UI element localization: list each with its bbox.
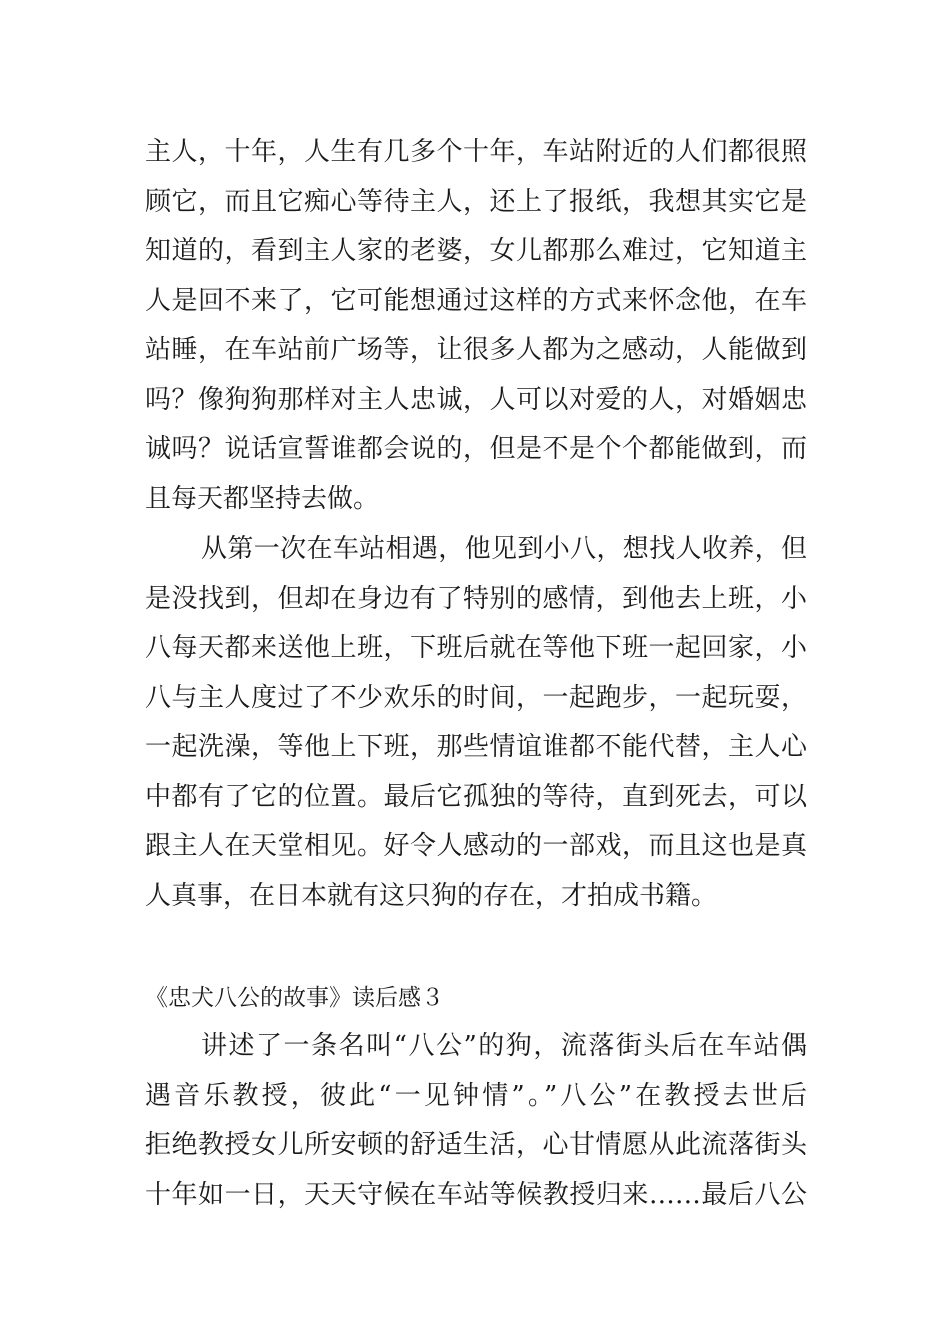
paragraph-line: 讲述了一条名叫“八公”的狗，流落街头后在车站偶 <box>201 1031 807 1061</box>
paragraph-line: 拒绝教授女儿所安顿的舒适生活，心甘情愿从此流落街头 <box>145 1130 807 1160</box>
paragraph-line: 人是回不来了，它可能想通过这样的方式来怀念他，在车 <box>145 285 807 316</box>
paragraph-line: 八每天都来送他上班，下班后就在等他下班一起回家，小 <box>145 633 807 663</box>
paragraph-line: 一起洗澡，等他上下班，那些情谊谁都不能代替，主人心 <box>145 732 807 762</box>
paragraph-line: 诚吗？说话宣誓谁都会说的，但是不是个个都能做到，而 <box>145 434 807 464</box>
paragraph-line: 人真事，在日本就有这只狗的存在，才拍成书籍。 <box>145 880 718 911</box>
paragraph-line: 且每天都坚持去做。 <box>145 483 380 514</box>
paragraph-line: 跟主人在天堂相见。好令人感动的一部戏，而且这也是真 <box>145 831 807 861</box>
paragraph-line: 十年如一日，天天守候在车站等候教授归来……最后八公 <box>145 1179 807 1210</box>
section-heading: 《忠犬八公的故事》读后感３ <box>145 985 444 1011</box>
paragraph-line: 遇音乐教授，彼此“一见钟情”。”八公”在教授去世后 <box>145 1080 807 1111</box>
paragraph-line: 八与主人度过了不少欢乐的时间，一起跑步，一起玩耍， <box>145 682 807 713</box>
paragraph-line: 是没找到，但却在身边有了特别的感情，到他去上班，小 <box>145 583 807 614</box>
paragraph-line: 主人，十年，人生有几多个十年，车站附近的人们都很照 <box>145 137 807 167</box>
paragraph-1 <box>145 128 807 524</box>
paragraph-line: 站睡，在车站前广场等，让很多人都为之感动，人能做到 <box>145 335 807 365</box>
paragraph-2 <box>145 525 807 921</box>
paragraph-line: 中都有了它的位置。最后它孤独的等待，直到死去，可以 <box>145 781 807 812</box>
paragraph-line: 知道的，看到主人家的老婆，女儿都那么难过，它知道主 <box>145 236 807 266</box>
paragraph-line: 从第一次在车站相遇，他见到小八，想找人收养，但 <box>201 534 807 564</box>
paragraph-line: 吗？像狗狗那样对主人忠诚，人可以对爱的人，对婚姻忠 <box>145 384 807 415</box>
paragraph-3 <box>145 1022 807 1220</box>
paragraph-line: 顾它，而且它痴心等待主人，还上了报纸，我想其实它是 <box>145 186 807 217</box>
